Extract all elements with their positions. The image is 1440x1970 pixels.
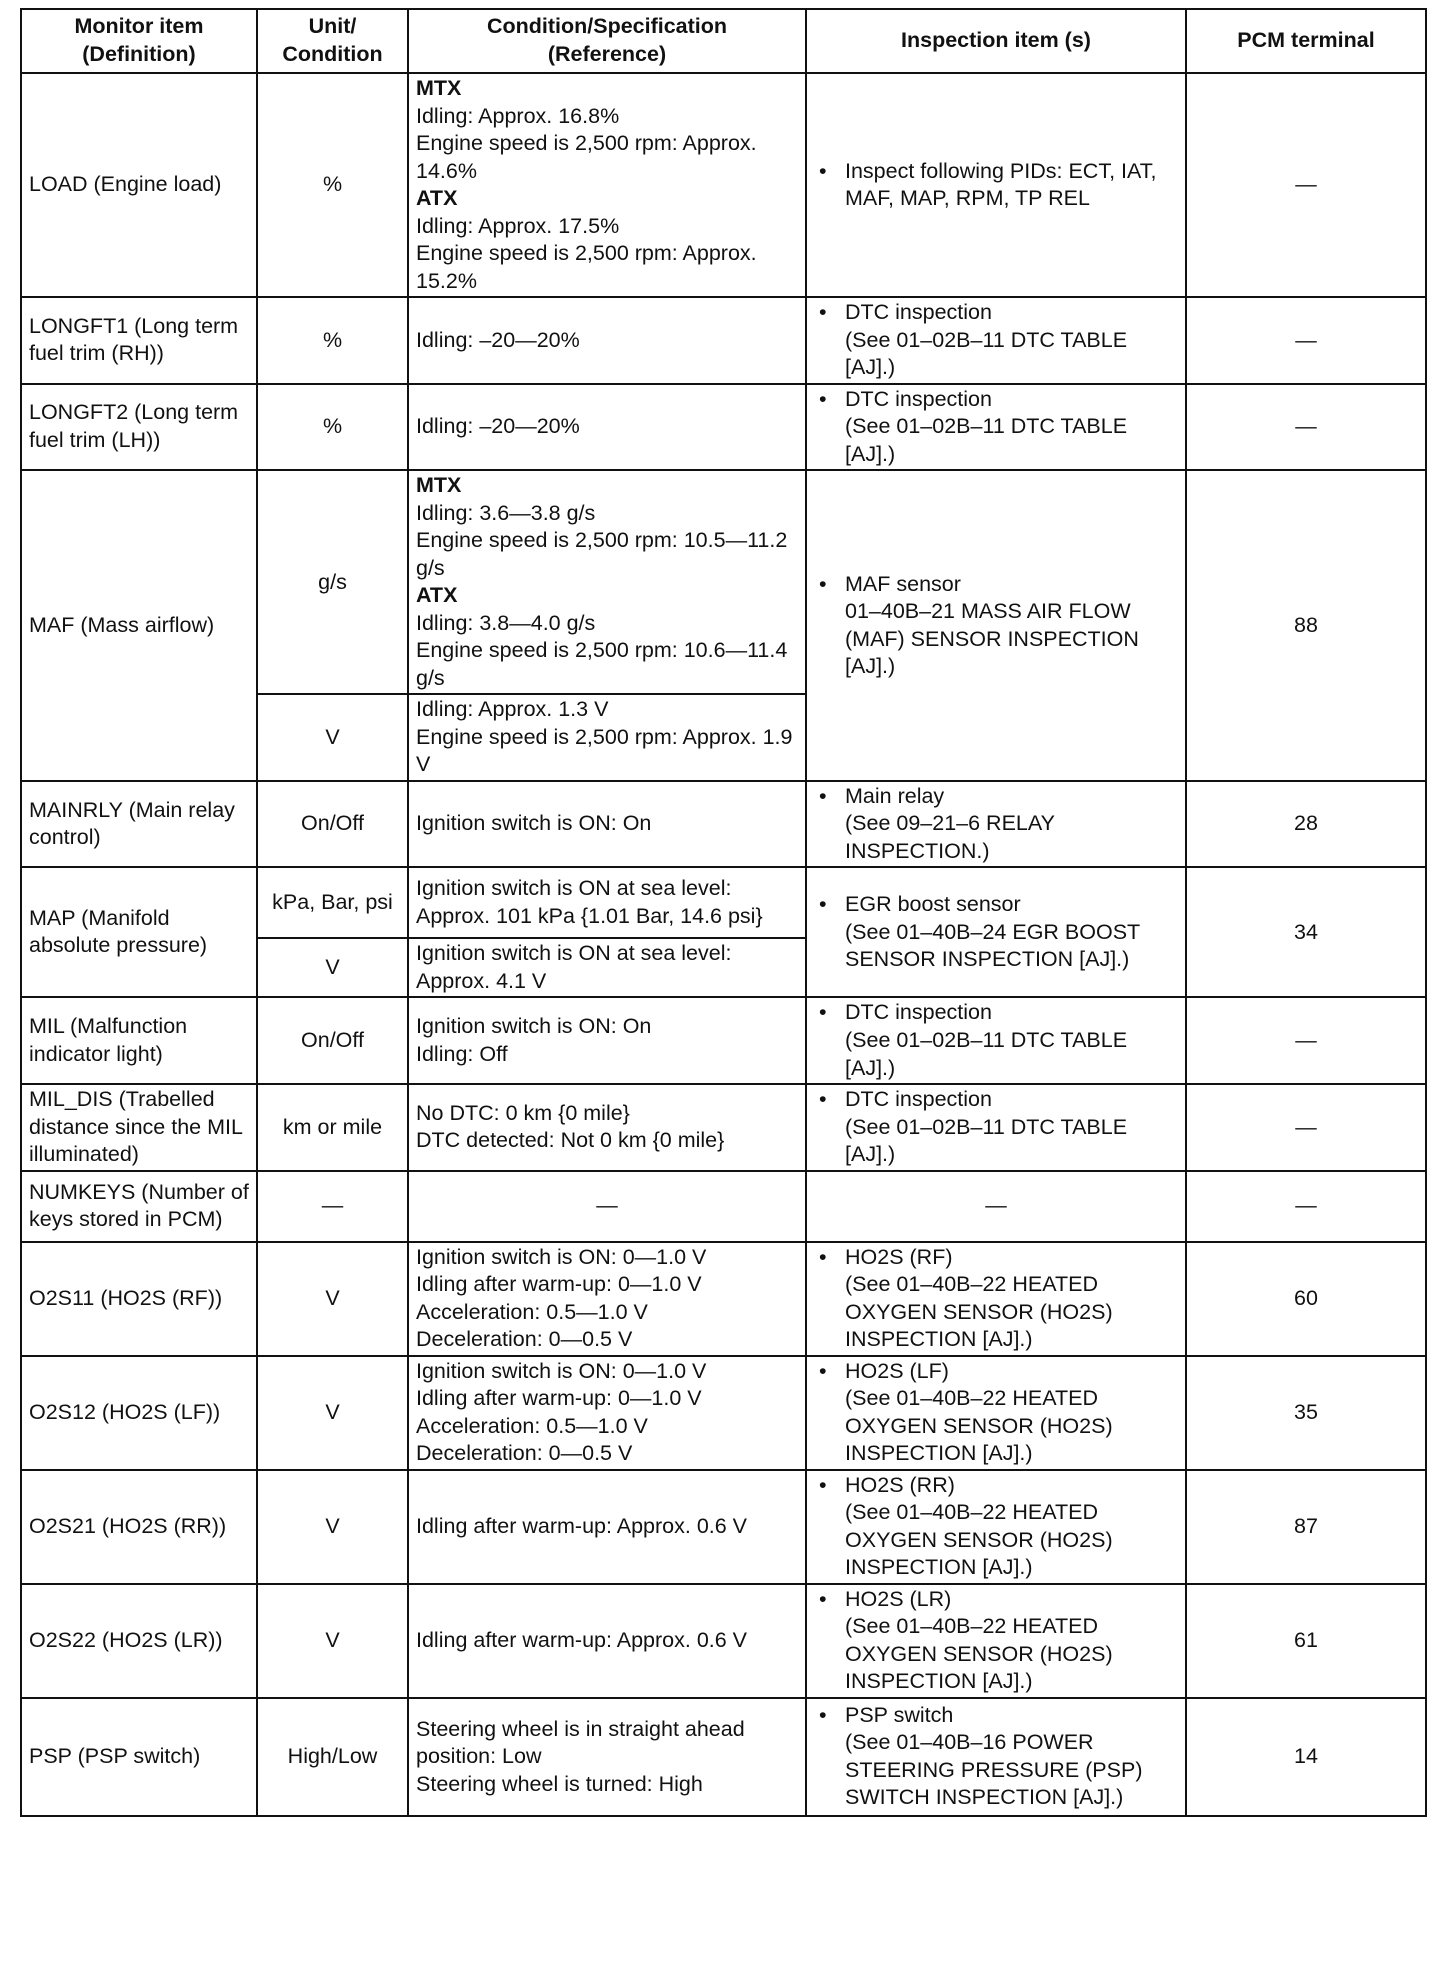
pid-monitor-table — [20, 8, 1427, 1817]
unit-cell: V — [257, 938, 408, 997]
inspection-reference: (See 01–40B–22 HEATED OXYGEN SENSOR (HO2S) INSPECTION [AJ].) — [845, 1386, 1113, 1466]
inspection-item — [817, 158, 1178, 213]
condition-line: Ignition switch is ON: On — [416, 1014, 652, 1039]
table-row — [21, 297, 1426, 384]
condition-line: Ignition switch is ON: 0—1.0 V — [416, 1244, 707, 1269]
inspection-reference: (See 01–40B–16 POWER STEERING PRESSURE (PSP) SWITCH INSPECTION [AJ].) — [845, 1730, 1143, 1810]
table-row — [21, 1584, 1426, 1698]
inspection-reference: 01–40B–21 MASS AIR FLOW (MAF) SENSOR INSPECTION [AJ].) — [845, 599, 1139, 679]
inspection-item — [817, 1472, 1178, 1582]
header-unit-condition: Unit/ Condition — [257, 9, 408, 73]
pcm-terminal-cell: 88 — [1186, 470, 1426, 781]
pcm-terminal-cell: — — [1186, 1084, 1426, 1171]
unit-cell: V — [257, 1470, 408, 1584]
condition-cell — [408, 938, 806, 997]
inspection-item — [817, 891, 1178, 974]
condition-line: Deceleration: 0—0.5 V — [416, 1327, 633, 1352]
pcm-terminal-cell: — — [1186, 73, 1426, 297]
condition-line: Ignition switch is ON: 0—1.0 V — [416, 1358, 707, 1383]
condition-line: Ignition switch is ON: On — [416, 811, 652, 836]
table-row — [21, 1470, 1426, 1584]
inspection-item — [817, 1358, 1178, 1468]
inspection-title: • HO2S (LR) — [845, 1586, 952, 1611]
condition-line: Engine speed is 2,500 rpm: Approx. 1.9 V — [416, 724, 793, 777]
condition-line: Idling after warm-up: Approx. 0.6 V — [416, 1628, 748, 1653]
inspection-cell — [806, 384, 1186, 471]
inspection-reference: (See 01–40B–22 HEATED OXYGEN SENSOR (HO2S) INSPECTION [AJ].) — [845, 1272, 1113, 1352]
condition-line: Idling: 3.6—3.8 g/s — [416, 500, 596, 525]
inspection-item — [817, 1702, 1178, 1812]
inspection-list — [817, 1358, 1178, 1468]
unit-cell: — — [257, 1171, 408, 1242]
inspection-reference: (See 01–02B–11 DTC TABLE [AJ].) — [845, 1027, 1128, 1080]
inspection-list — [817, 1086, 1178, 1169]
condition-cell — [408, 1584, 806, 1698]
monitor-item-cell: O2S12 (HO2S (LF)) — [21, 1356, 257, 1470]
inspection-cell — [806, 1242, 1186, 1356]
condition-line: Idling: –20—20% — [416, 414, 580, 439]
inspection-item — [817, 1586, 1178, 1696]
pcm-terminal-cell: 60 — [1186, 1242, 1426, 1356]
condition-cell — [408, 781, 806, 868]
header-pcm-terminal: PCM terminal — [1186, 9, 1426, 73]
inspection-list — [817, 571, 1178, 681]
condition-line: Steering wheel is turned: High — [416, 1771, 703, 1796]
condition-line: Deceleration: 0—0.5 V — [416, 1441, 633, 1466]
inspection-cell — [806, 297, 1186, 384]
table-row — [21, 1356, 1426, 1470]
header-inspection-items: Inspection item (s) — [806, 9, 1186, 73]
pcm-terminal-cell: 28 — [1186, 781, 1426, 868]
table-row — [21, 997, 1426, 1084]
condition-heading: MTX — [416, 473, 462, 498]
inspection-cell — [806, 470, 1186, 781]
inspection-list — [817, 1472, 1178, 1582]
condition-line: Acceleration: 0.5—1.0 V — [416, 1413, 648, 1438]
inspection-title: • HO2S (RR) — [845, 1472, 955, 1497]
unit-cell: g/s — [257, 470, 408, 694]
unit-cell: V — [257, 1584, 408, 1698]
condition-line: Ignition switch is ON at sea level: Approx. 4.1 V — [416, 941, 732, 993]
table-row — [21, 470, 1426, 694]
unit-cell: V — [257, 1356, 408, 1470]
pcm-terminal-cell: 14 — [1186, 1698, 1426, 1816]
table-row — [21, 1171, 1426, 1242]
inspection-item — [817, 1244, 1178, 1354]
inspection-title: • DTC inspection — [845, 300, 992, 325]
condition-line: Idling: –20—20% — [416, 327, 580, 352]
table-row — [21, 1698, 1426, 1816]
unit-cell: V — [257, 694, 408, 781]
condition-line: Idling: Approx. 16.8% — [416, 103, 620, 128]
inspection-title: • Inspect following PIDs: ECT, IAT, MAF, MAP, RPM, TP REL — [845, 158, 1157, 211]
pcm-terminal-cell: 87 — [1186, 1470, 1426, 1584]
inspection-reference: (See 01–40B–22 HEATED OXYGEN SENSOR (HO2S) INSPECTION [AJ].) — [845, 1500, 1113, 1580]
condition-line: Idling: Approx. 17.5% — [416, 213, 620, 238]
inspection-item — [817, 999, 1178, 1082]
inspection-item — [817, 299, 1178, 382]
header-condition-specification: Condition/Specification (Reference) — [408, 9, 806, 73]
inspection-title: • Main relay — [845, 783, 945, 808]
inspection-title: • DTC inspection — [845, 386, 992, 411]
inspection-item — [817, 571, 1178, 681]
condition-line: Engine speed is 2,500 rpm: Approx. 15.2% — [416, 241, 757, 293]
unit-cell: % — [257, 73, 408, 297]
condition-cell — [408, 997, 806, 1084]
condition-cell — [408, 470, 806, 694]
condition-cell — [408, 1084, 806, 1171]
monitor-item-cell: O2S21 (HO2S (RR)) — [21, 1470, 257, 1584]
condition-line: Idling after warm-up: 0—1.0 V — [416, 1386, 702, 1411]
pcm-terminal-cell: — — [1186, 997, 1426, 1084]
inspection-list — [817, 1586, 1178, 1696]
inspection-cell — [806, 997, 1186, 1084]
condition-line: Engine speed is 2,500 rpm: 10.5—11.2 g/s — [416, 528, 788, 580]
condition-line: Ignition switch is ON at sea level: Approx. 101 kPa {1.01 Bar, 14.6 psi} — [416, 876, 763, 928]
condition-cell — [408, 297, 806, 384]
condition-line: Idling: Off — [416, 1041, 508, 1066]
table-row — [21, 1242, 1426, 1356]
condition-line: Steering wheel is in straight ahead position: Low — [416, 1716, 745, 1769]
condition-cell — [408, 73, 806, 297]
inspection-cell — [806, 1470, 1186, 1584]
inspection-list — [817, 386, 1178, 469]
inspection-title: • DTC inspection — [845, 1087, 992, 1112]
condition-line: Idling: 3.8—4.0 g/s — [416, 610, 596, 635]
unit-cell: On/Off — [257, 997, 408, 1084]
inspection-list — [817, 783, 1178, 866]
condition-cell — [408, 1356, 806, 1470]
monitor-item-cell: MAP (Manifold absolute pressure) — [21, 867, 257, 997]
table-row — [21, 781, 1426, 868]
unit-cell: kPa, Bar, psi — [257, 867, 408, 938]
unit-cell: On/Off — [257, 781, 408, 868]
inspection-cell — [806, 73, 1186, 297]
monitor-item-cell: MAF (Mass airflow) — [21, 470, 257, 781]
condition-cell — [408, 1470, 806, 1584]
monitor-item-cell: MIL (Malfunction indicator light) — [21, 997, 257, 1084]
table-row — [21, 867, 1426, 938]
condition-cell — [408, 1698, 806, 1816]
monitor-item-cell: MIL_DIS (Trabelled distance since the MIL illuminated) — [21, 1084, 257, 1171]
table-row — [21, 73, 1426, 297]
inspection-cell — [806, 1356, 1186, 1470]
inspection-reference: (See 01–02B–11 DTC TABLE [AJ].) — [845, 1114, 1128, 1167]
inspection-title: • MAF sensor — [845, 571, 961, 596]
condition-cell — [408, 694, 806, 781]
inspection-list — [817, 1244, 1178, 1354]
unit-cell: V — [257, 1242, 408, 1356]
pcm-terminal-cell: — — [1186, 297, 1426, 384]
condition-line: No DTC: 0 km {0 mile} — [416, 1100, 630, 1125]
inspection-title: • PSP switch — [845, 1702, 954, 1727]
unit-cell: km or mile — [257, 1084, 408, 1171]
inspection-item — [817, 386, 1178, 469]
monitor-item-cell: LONGFT1 (Long term fuel trim (RH)) — [21, 297, 257, 384]
monitor-item-cell: O2S11 (HO2S (RF)) — [21, 1242, 257, 1356]
inspection-title: • HO2S (RF) — [845, 1244, 953, 1269]
unit-cell: % — [257, 384, 408, 471]
monitor-item-cell: LOAD (Engine load) — [21, 73, 257, 297]
condition-heading: ATX — [416, 186, 458, 211]
condition-cell: — — [408, 1171, 806, 1242]
monitor-item-cell: NUMKEYS (Number of keys stored in PCM) — [21, 1171, 257, 1242]
header-monitor-item: Monitor item (Definition) — [21, 9, 257, 73]
inspection-reference: (See 01–02B–11 DTC TABLE [AJ].) — [845, 327, 1128, 380]
inspection-item — [817, 1086, 1178, 1169]
condition-line: Idling after warm-up: 0—1.0 V — [416, 1272, 702, 1297]
unit-cell: High/Low — [257, 1698, 408, 1816]
pcm-terminal-cell: 34 — [1186, 867, 1426, 997]
inspection-reference: (See 01–02B–11 DTC TABLE [AJ].) — [845, 414, 1128, 466]
monitor-item-cell: MAINRLY (Main relay control) — [21, 781, 257, 868]
inspection-cell — [806, 781, 1186, 868]
condition-heading: ATX — [416, 583, 458, 608]
inspection-cell — [806, 1084, 1186, 1171]
condition-cell — [408, 1242, 806, 1356]
pcm-terminal-cell: — — [1186, 384, 1426, 471]
inspection-list — [817, 999, 1178, 1082]
inspection-title: • EGR boost sensor — [845, 892, 1021, 917]
monitor-item-cell: PSP (PSP switch) — [21, 1698, 257, 1816]
inspection-list — [817, 158, 1178, 213]
condition-line: Acceleration: 0.5—1.0 V — [416, 1299, 648, 1324]
table-row — [21, 384, 1426, 471]
condition-line: Idling: Approx. 1.3 V — [416, 697, 609, 722]
table-body — [21, 73, 1426, 1816]
inspection-list — [817, 1702, 1178, 1812]
condition-heading: MTX — [416, 76, 462, 100]
monitor-item-cell: LONGFT2 (Long term fuel trim (LH)) — [21, 384, 257, 471]
condition-cell — [408, 867, 806, 938]
inspection-item — [817, 783, 1178, 866]
condition-line: Engine speed is 2,500 rpm: Approx. 14.6% — [416, 131, 757, 183]
condition-line: Engine speed is 2,500 rpm: 10.6—11.4 g/s — [416, 638, 788, 690]
pcm-terminal-cell: 35 — [1186, 1356, 1426, 1470]
inspection-title: • DTC inspection — [845, 1000, 992, 1025]
table-row — [21, 1084, 1426, 1171]
header-row — [21, 9, 1426, 73]
monitor-item-cell: O2S22 (HO2S (LR)) — [21, 1584, 257, 1698]
condition-line: DTC detected: Not 0 km {0 mile} — [416, 1128, 725, 1153]
inspection-cell — [806, 867, 1186, 997]
inspection-reference: (See 01–40B–22 HEATED OXYGEN SENSOR (HO2S) INSPECTION [AJ].) — [845, 1614, 1113, 1694]
inspection-cell — [806, 1698, 1186, 1816]
unit-cell: % — [257, 297, 408, 384]
pcm-terminal-cell: 61 — [1186, 1584, 1426, 1698]
inspection-list — [817, 891, 1178, 974]
condition-cell — [408, 384, 806, 471]
inspection-reference: (See 09–21–6 RELAY INSPECTION.) — [845, 811, 1055, 863]
inspection-reference: (See 01–40B–24 EGR BOOST SENSOR INSPECTION [AJ].) — [845, 919, 1140, 972]
inspection-cell: — — [806, 1171, 1186, 1242]
pcm-terminal-cell: — — [1186, 1171, 1426, 1242]
inspection-cell — [806, 1584, 1186, 1698]
inspection-title: • HO2S (LF) — [845, 1358, 949, 1383]
inspection-list — [817, 299, 1178, 382]
condition-line: Idling after warm-up: Approx. 0.6 V — [416, 1513, 748, 1538]
